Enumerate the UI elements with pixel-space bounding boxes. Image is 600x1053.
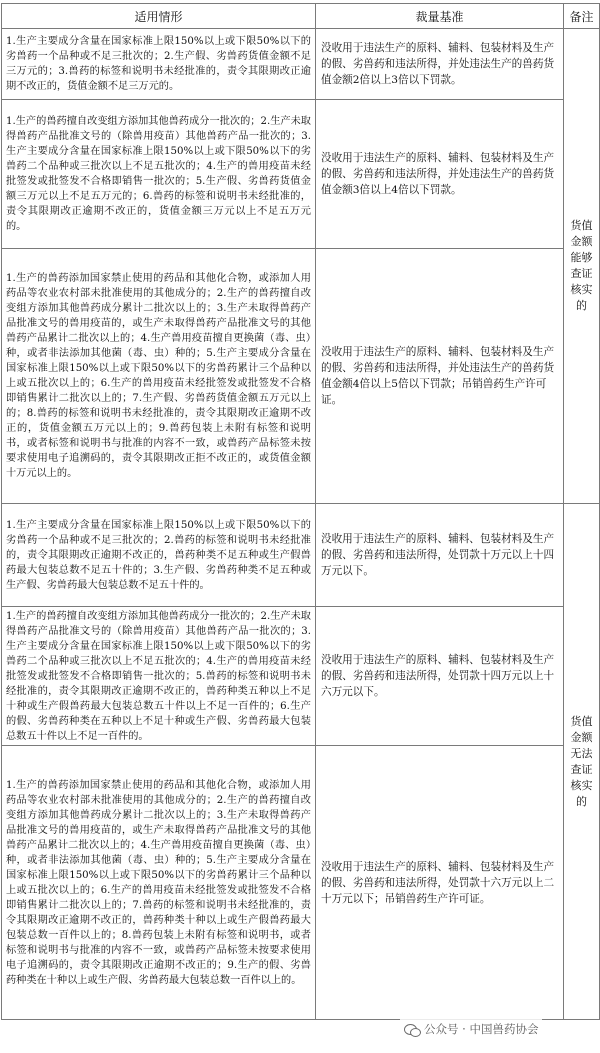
document-page: [1, 3, 600, 1020]
situation-cell: 1.生产的兽药擅自改变组方添加其他兽药成分一批次的；2.生产未取得兽药产品批准文号的（除兽用疫苗）其他兽药产品一批次的；3.生产主要成分含量在国家标准上限150%以上或下限50%以下的劣兽药二个品种或三批次以上不足五批次的；4.生产的兽用疫苗未经批签发或批签发不合格即销售一批次的；5.兽药的标签和说明书未经批准的，责令其限期改正逾期不改正的，兽药种类五种以上不足十种或生产假兽药最大包装总数五十件以上不足一百件的；6.生产的假、劣兽药种类在五种以上不足十种或生产假、劣兽药最大包装总数五十件以上不足一百件的。: [2, 607, 316, 746]
table-row: [2, 29, 600, 100]
note-cell-unverifiable: 货值金额无法查证核实的: [564, 504, 600, 1020]
table-row: [2, 504, 600, 607]
wechat-icon: [404, 1023, 420, 1036]
discretion-standard-table: [1, 3, 600, 1020]
table-row: [2, 607, 600, 746]
situation-cell: 1.生产的兽药擅自改变组方添加其他兽药成分一批次的；2.生产未取得兽药产品批准文号的（除兽用疫苗）其他兽药产品一批次的；3.生产主要成分含量在国家标准上限150%以上或下限50%以下的劣兽药二个品种或三批次以上不足五批次的；4.生产的兽用疫苗未经批签发或批签发不合格即销售一批次的；5.生产假、劣兽药货值金额三万元以上不足五万元的；6.兽药的标签和说明书未经批准的，责令其限期改正逾期不改正的，货值金额三万元以上不足五万元的。: [2, 100, 316, 249]
basis-cell: 没收用于违法生产的原料、辅料、包装材料及生产的假、劣兽药和违法所得，处罚款十四万元以上十六万元以下。: [316, 607, 564, 746]
header-basis: 裁量基准: [316, 4, 564, 29]
table-header-row: [2, 4, 600, 29]
situation-cell: 1.生产的兽药添加国家禁止使用的药品和其他化合物，或添加人用药品等农业农村部未批准使用的其他成分的；2.生产的兽药擅自改变组方添加其他兽药成分累计二批次以上的；3.生产未取得兽药产品批准文号的兽用疫苗的，或生产未取得兽药产品批准文号的其他兽药产品累计二批次以上的；4.生产兽用疫苗擅自更换菌（毒、虫）种，或者非法添加其他菌（毒、虫）种的；5.生产主要成分含量在国家标准上限150%以上或下限50%以下的劣兽药累计三个品种以上或五批次以上的；6.生产的兽用疫苗未经批签发或批签发不合格即销售累计二批次以上的；7.兽药的标签和说明书未经批准的，责令其限期改正逾期不改正的，兽药种类十种以上或生产假兽药最大包装总数一百件以上的；8.兽药包装上未附有标签和说明书，或者标签和说明书与批准的内容不一致，或兽药产品标签未按要求使用电子追溯码的，责令其限期改正逾期不改正的；9.生产的假、劣兽药种类在十种以上或生产假、劣兽药最大包装总数一百件以上的。: [2, 746, 316, 1020]
wechat-watermark: [400, 1019, 542, 1039]
situation-cell: 1.生产的兽药添加国家禁止使用的药品和其他化合物，或添加人用药品等农业农村部未批准使用的其他成分的；2.生产的兽药擅自改变组方添加其他兽药成分累计二批次以上的；3.生产未取得兽药产品批准文号的兽用疫苗的，或生产未取得兽药产品批准文号的其他兽药产品累计二批次以上的；4.生产兽用疫苗擅自更换菌（毒、虫）种，或者非法添加其他菌（毒、虫）种的；5.生产主要成分含量在国家标准上限150%以上或下限50%以下的劣兽药累计三个品种以上或五批次以上的；6.生产的兽用疫苗未经批签发或批签发不合格即销售累计二批次以上的；7.生产假、劣兽药货值金额五万元以上的；8.兽药的标签和说明书未经批准的，责令其限期改正逾期不改正的，货值金额五万元以上的；9.兽药包装上未附有标签和说明书，或者标签和说明书与批准的内容不一致，或兽药产品标签未按要求使用电子追溯码的，责令其限期改正拒不改正的，或货值金额十万元以上的。: [2, 249, 316, 504]
situation-cell: 1.生产主要成分含量在国家标准上限150%以上或下限50%以下的劣兽药一个品种或不足三批次的；2.生产假、劣兽药货值金额不足三万元的；3.兽药的标签和说明书未经批准的，责令其限期改正逾期不改正的，货值金额不足三万元的。: [2, 29, 316, 100]
basis-cell: 没收用于违法生产的原料、辅料、包装材料及生产的假、劣兽药和违法所得，处罚款十万元以上十四万元以下。: [316, 504, 564, 607]
basis-cell: 没收用于违法生产的原料、辅料、包装材料及生产的假、劣兽药和违法所得，并处违法生产的兽药货值金额4倍以上5倍以下罚款；吊销兽药生产许可证。: [316, 249, 564, 504]
table-row: [2, 100, 600, 249]
header-note: 备注: [564, 4, 600, 29]
basis-cell: 没收用于违法生产的原料、辅料、包装材料及生产的假、劣兽药和违法所得，并处违法生产的兽药货值金额3倍以上4倍以下罚款。: [316, 100, 564, 249]
basis-cell: 没收用于违法生产的原料、辅料、包装材料及生产的假、劣兽药和违法所得，处罚款十六万元以上二十万元以下；吊销兽药生产许可证。: [316, 746, 564, 1020]
situation-cell: 1.生产主要成分含量在国家标准上限150%以上或下限50%以下的劣兽药一个品种或不足三批次的；2.兽药的标签和说明书未经批准的，责令其限期改正逾期不改正的，兽药种类不足五种或生产假兽药最大包装总数不足五十件的；3.生产假、劣兽药种类不足五种或生产假、劣兽药最大包装总数不足五十件的。: [2, 504, 316, 607]
basis-cell: 没收用于违法生产的原料、辅料、包装材料及生产的假、劣兽药和违法所得，并处违法生产的兽药货值金额2倍以上3倍以下罚款。: [316, 29, 564, 100]
watermark-label: 公众号 · 中国兽药协会: [424, 1022, 539, 1036]
note-cell-verifiable: 货值金额能够查证核实的: [564, 29, 600, 504]
table-row: [2, 249, 600, 504]
table-row: [2, 746, 600, 1020]
header-situation: 适用情形: [2, 4, 316, 29]
